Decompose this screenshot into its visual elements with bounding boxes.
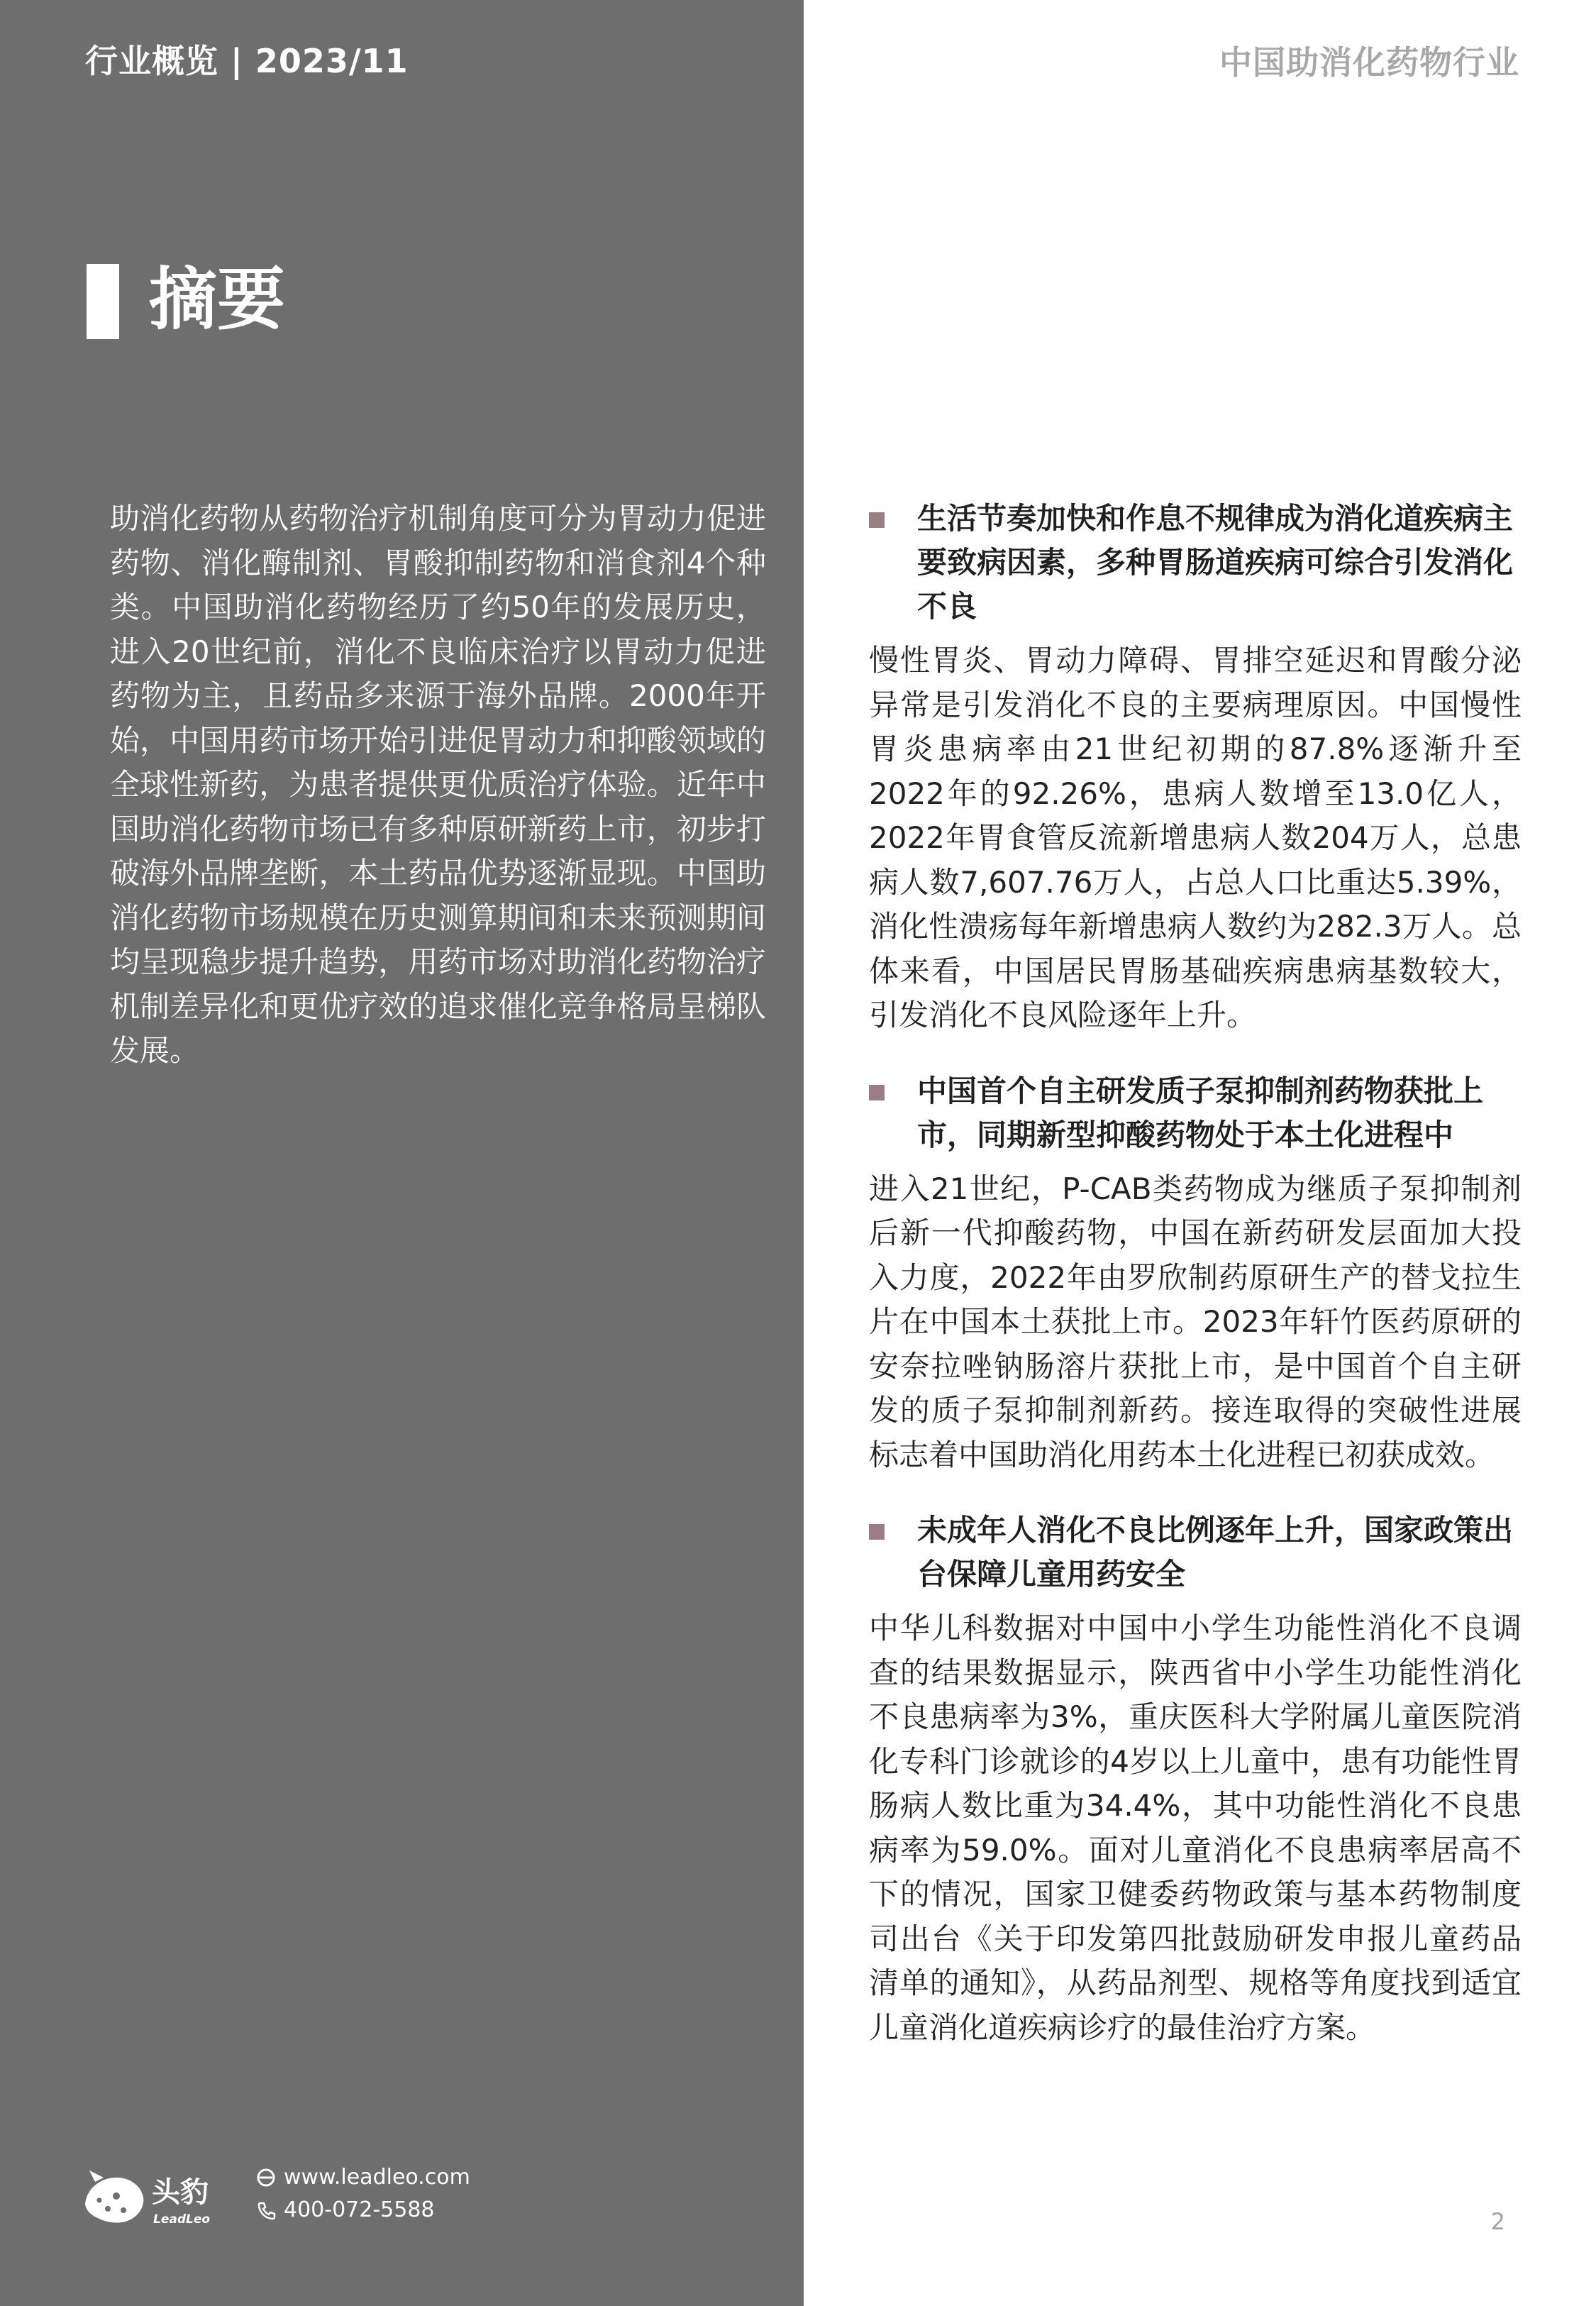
leadleo-logo — [79, 2161, 239, 2231]
header-industry-title: 中国助消化药物行业 — [1219, 43, 1519, 82]
section-heading-text: 中国首个自主研发质子泵抑制剂药物获批上市，同期新型抑酸药物处于本土化进程中 — [917, 1073, 1484, 1152]
section-heading-text: 生活节奏加快和作息不规律成为消化道疾病主要致病因素，多种胃肠道疾病可综合引发消化不良 — [917, 501, 1514, 624]
square-bullet-icon — [869, 512, 885, 528]
finding-section — [869, 497, 1522, 1038]
leopard-logo-icon — [79, 2161, 239, 2231]
phone-text: 400-072-5588 — [284, 2197, 435, 2222]
page-number: 2 — [1490, 2208, 1505, 2235]
square-bullet-icon — [869, 1524, 885, 1540]
section-body: 中华儿科数据对中国中小学生功能性消化不良调查的结果数据显示，陕西省中小学生功能性消化不良患病率为3%，重庆医科大学附属儿童医院消化专科门诊就诊的4岁以上儿童中，患有功能性胃肠病人数比重为34.4%，其中功能性消化不良患病率为59.0%。面对儿童消化不良患病率居高不下的情况，国家卫健委药物政策与基本药物制度司出台《关于印发第四批鼓励研发申报儿童药品清单的通知》，从药品剂型、规格等角度找到适宜儿童消化道疾病诊疗的最佳治疗方案。 — [869, 1611, 1522, 2045]
key-findings — [869, 497, 1522, 2050]
title-accent-bar — [87, 264, 119, 339]
footer-contact — [255, 2161, 470, 2227]
website-row — [255, 2161, 470, 2194]
brand-cn: 头豹 — [152, 2176, 209, 2209]
website-text[interactable]: www.leadleo.com — [284, 2165, 470, 2190]
header-report-label: 行业概览 | 2023/11 — [85, 42, 409, 80]
section-heading — [869, 497, 1522, 629]
brand-en: LeadLeo — [153, 2212, 211, 2227]
page-title: 摘要 — [149, 260, 285, 339]
section-heading — [869, 1069, 1522, 1157]
finding-section — [869, 1508, 1522, 2050]
section-body: 进入21世纪，P-CAB类药物成为继质子泵抑制剂后新一代抑酸药物，中国在新药研发层面加大投入力度，2022年由罗欣制药原研生产的替戈拉生片在中国本土获批上市。2023年轩竹医药原研的安奈拉唑钠肠溶片获批上市，是中国首个自主研发的质子泵抑制剂新药。接连取得的突破性进展标志着中国助消化用药本土化进程已初获成效。 — [869, 1171, 1522, 1472]
phone-row — [255, 2194, 470, 2227]
section-heading — [869, 1508, 1522, 1596]
square-bullet-icon — [869, 1085, 885, 1100]
phone-icon — [255, 2200, 277, 2221]
finding-section — [869, 1069, 1522, 1478]
web-icon — [255, 2167, 277, 2188]
section-heading-text: 未成年人消化不良比例逐年上升，国家政策出台保障儿童用药安全 — [917, 1513, 1514, 1591]
summary-paragraph: 助消化药物从药物治疗机制角度可分为胃动力促进药物、消化酶制剂、胃酸抑制药物和消食剂4个种类。中国助消化药物经历了约50年的发展历史，进入20世纪前，消化不良临床治疗以胃动力促进药物为主，且药品多来源于海外品牌。2000年开始，中国用药市场开始引进促胃动力和抑酸领域的全球性新药，为患者提供更优质治疗体验。近年中国助消化药物市场已有多种原研新药上市，初步打破海外品牌垄断，本土药品优势逐渐显现。中国助消化药物市场规模在历史测算期间和未来预测期间均呈现稳步提升趋势，用药市场对助消化药物治疗机制差异化和更优疗效的追求催化竞争格局呈梯队发展。 — [110, 501, 766, 1068]
section-body: 慢性胃炎、胃动力障碍、胃排空延迟和胃酸分泌异常是引发消化不良的主要病理原因。中国慢性胃炎患病率由21世纪初期的87.8%逐渐升至2022年的92.26%，患病人数增至13.0亿人，2022年胃食管反流新增患病人数204万人，总患病人数7,607.76万人，占总人口比重达5.39%，消化性溃疡每年新增患病人数约为282.3万人。总体来看，中国居民胃肠基础疾病患病基数较大，引发消化不良风险逐年上升。 — [869, 643, 1522, 1032]
